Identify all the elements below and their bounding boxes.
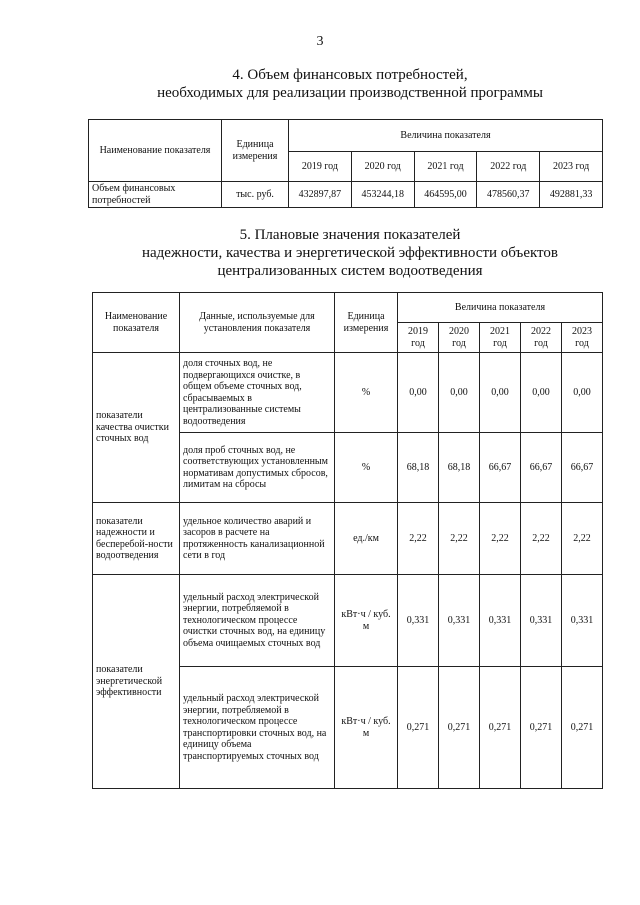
t2-value: 0,271: [562, 667, 603, 789]
t2-year-2023: 2023 год: [562, 323, 603, 353]
t2-value: 0,00: [439, 353, 480, 433]
table-row: [89, 182, 603, 208]
t2-year-2022: 2022 год: [521, 323, 562, 353]
t2-value: 0,331: [398, 575, 439, 667]
t1-value-2019: 432897,87: [289, 182, 352, 208]
t2-value: 68,18: [398, 433, 439, 503]
t1-year-2020: 2020 год: [351, 152, 414, 182]
t2-value: 0,271: [521, 667, 562, 789]
page-number: 3: [316, 34, 324, 49]
t2-year-2020: 2020 год: [439, 323, 480, 353]
t2-value: 0,00: [398, 353, 439, 433]
t2-value: 0,331: [480, 575, 521, 667]
t1-header-value: Величина показателя: [289, 120, 603, 152]
t2-header-unit: Единица измерения: [335, 293, 398, 353]
t1-value-2022: 478560,37: [477, 182, 540, 208]
t1-value-2020: 453244,18: [351, 182, 414, 208]
t1-value-2021: 464595,00: [414, 182, 477, 208]
t1-year-2022: 2022 год: [477, 152, 540, 182]
t2-row-unit: %: [335, 353, 398, 433]
section5-heading: [30, 226, 640, 280]
section4-title-line2: необходимых для реализации производственной программы: [157, 85, 543, 101]
table-row: [93, 503, 603, 575]
t2-header-data: Данные, используемые для установления показателя: [180, 293, 335, 353]
t2-value: 2,22: [521, 503, 562, 575]
t2-row-unit: ед./км: [335, 503, 398, 575]
t2-value: 66,67: [480, 433, 521, 503]
t1-header-unit: Единица измерения: [222, 120, 289, 182]
t2-row-data: удельный расход электрической энергии, потребляемой в технологическом процессе транспортировки сточных вод, на единицу объема транспортируемых сточных вод: [180, 667, 335, 789]
section5-title-line1: 5. Плановые значения показателей: [239, 227, 461, 243]
t2-row-data: доля сточных вод, не подвергающихся очистке, в общем объеме сточных вод, сбрасываемых в централизованные системы водоотведения: [180, 353, 335, 433]
t1-year-2021: 2021 год: [414, 152, 477, 182]
t1-year-2023: 2023 год: [540, 152, 603, 182]
table-row: [93, 575, 603, 667]
t2-value: 0,00: [480, 353, 521, 433]
t2-row-data: удельное количество аварий и засоров в расчете на протяженность канализационной сети в год: [180, 503, 335, 575]
t2-value: 2,22: [480, 503, 521, 575]
t2-value: 0,331: [439, 575, 480, 667]
t2-group-energy: показатели энергетической эффективности: [93, 575, 180, 789]
t2-value: 66,67: [562, 433, 603, 503]
t1-header-name: Наименование показателя: [89, 120, 222, 182]
t2-value: 0,00: [521, 353, 562, 433]
t2-year-2019: 2019 год: [398, 323, 439, 353]
t1-value-2023: 492881,33: [540, 182, 603, 208]
t2-value: 0,271: [398, 667, 439, 789]
t2-header-name: Наименование показателя: [93, 293, 180, 353]
t2-value: 2,22: [562, 503, 603, 575]
table-row: [93, 353, 603, 433]
t2-value: 2,22: [439, 503, 480, 575]
section5-title-line3: централизованных систем водоотведения: [217, 263, 483, 279]
t2-value: 0,331: [521, 575, 562, 667]
t2-value: 66,67: [521, 433, 562, 503]
t2-value: 0,331: [562, 575, 603, 667]
t2-group-quality: показатели качества очистки сточных вод: [93, 353, 180, 503]
financial-needs-table: [88, 119, 603, 208]
t1-row-unit: тыс. руб.: [222, 182, 289, 208]
t2-row-unit: %: [335, 433, 398, 503]
t2-row-unit: кВт·ч / куб. м: [335, 575, 398, 667]
t2-row-unit: кВт·ч / куб. м: [335, 667, 398, 789]
t2-header-value: Величина показателя: [398, 293, 603, 323]
section5-title-line2: надежности, качества и энергетической эффективности объектов: [141, 245, 558, 261]
t2-value: 68,18: [439, 433, 480, 503]
t2-group-reliability: показатели надежности и бесперебой-ности водоотведения: [93, 503, 180, 575]
t2-value: 0,271: [439, 667, 480, 789]
t1-row-name: Объем финансовых потребностей: [89, 182, 222, 208]
t1-year-2019: 2019 год: [289, 152, 352, 182]
t2-value: 2,22: [398, 503, 439, 575]
t2-value: 0,271: [480, 667, 521, 789]
t2-row-data: доля проб сточных вод, не соответствующих установленным нормативам допустимых сбросов, лимитам на сбросы: [180, 433, 335, 503]
section4-heading: [30, 66, 640, 102]
section4-title-line1: 4. Объем финансовых потребностей,: [232, 67, 468, 83]
t2-value: 0,00: [562, 353, 603, 433]
t2-year-2021: 2021 год: [480, 323, 521, 353]
t2-row-data: удельный расход электрической энергии, потребляемой в технологическом процессе очистки сточных вод, на единицу объема очищаемых сточных вод: [180, 575, 335, 667]
indicators-table: [92, 292, 603, 789]
